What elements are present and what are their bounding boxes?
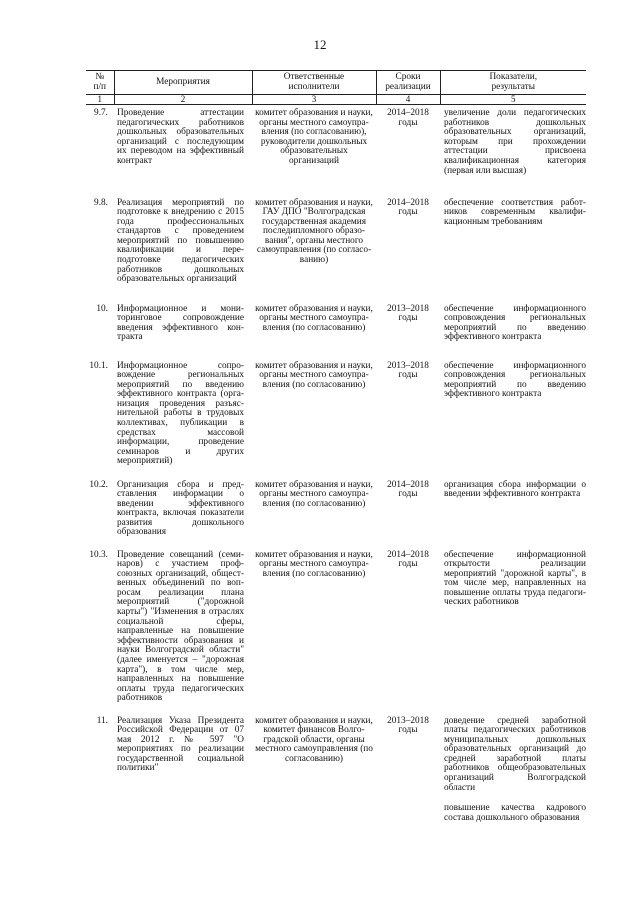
row-indicator: увеличение доли педагогических работников дошкольных образовательных организаций, которым при прохождении аттестации присвоена квалификационная категория (первая или высшая) — [444, 108, 586, 176]
row-action: Реализация мероприятий по подготовке к внедрению с 2015 года профессиональных стандартов с проведением мероприятий по повышению квалификации и переподготовке педагогических работников дошкольных образовательных организаций — [117, 197, 244, 285]
row-number: 10.3. — [89, 549, 108, 560]
row-action: Проведение аттестации педагогических работников дошкольных образовательных организаций с последующим их переводом на эффективный контракт — [117, 108, 244, 166]
row-term-word: годы — [398, 489, 418, 500]
row-term-years: 2013–2018 — [387, 360, 429, 371]
row-number: 10. — [96, 303, 108, 314]
row-action: Реализация Указа Президента Российской Федерации от 07 мая 2012 г. № 597 "О мероприятиях по реализации государственной социальной политики" — [117, 715, 244, 774]
row-responsible: комитет образования и науки, органы местного самоуправления (по согласованию) — [255, 360, 373, 390]
header-index-1: 1 — [86, 95, 114, 105]
header-measures-label: Мероприятия — [156, 76, 210, 87]
row-responsible: комитет образования и науки, органы местного самоуправления (по согласованию) — [255, 303, 373, 333]
row-indicators — [440, 481, 586, 551]
row-term — [376, 551, 440, 717]
row-term-years: 2013–2018 — [387, 715, 429, 726]
page-number: 12 — [313, 37, 327, 52]
row-indicator: обеспечение информационного сопровождения региональных мероприятий по введению эффективного контракта — [444, 303, 586, 343]
row-action: Проведение совещаний (семинаров) с участием профсоюзных организаций, общественных объединений по вопросам реализации плана мероприятий ("дорожной карты") "Изменения в отраслях социальной сферы, направленные на повышение эффективности образования и науки Волгоградской области" (далее именуется – "дорожная карта"), в том числе мер, направленных на повышение оплаты труда педагогических работников — [117, 549, 244, 704]
row-term — [376, 105, 440, 199]
table-row — [86, 305, 586, 362]
row-action: Информационное сопровождение региональных мероприятий по введению эффективного контракта (организация проведения разъяснительной работы в трудовых коллективах, публикации в средствах массовой информации, проведение семинаров и других мероприятий) — [117, 360, 244, 467]
table-row — [86, 199, 586, 305]
row-term-years: 2013–2018 — [387, 303, 429, 314]
row-indicator: повышение качества кадрового состава дошкольного образования — [444, 803, 586, 823]
row-term-word: годы — [398, 207, 418, 218]
row-indicator: организация сбора информации о введении эффективного контракта — [444, 479, 586, 500]
row-indicators — [440, 717, 586, 824]
header-terms — [376, 71, 440, 95]
row-term-years: 2014–2018 — [387, 108, 429, 118]
table-row — [86, 362, 586, 481]
header-number — [86, 71, 114, 95]
row-term-word: годы — [398, 559, 418, 570]
row-indicator: обеспечение информационного сопровождения региональных мероприятий по введению эффективного контракта — [444, 360, 586, 400]
row-responsible: комитет образования и науки, комитет финансов Волгоградской области, органы местного самоуправления (по согласованию) — [255, 715, 373, 764]
row-term — [376, 305, 440, 362]
header-responsible-label: Ответственные исполнители — [283, 71, 345, 92]
row-term — [376, 481, 440, 551]
row-term — [376, 199, 440, 305]
row-term-years: 2014–2018 — [387, 197, 429, 208]
row-term-word: годы — [398, 313, 418, 324]
row-indicators — [440, 199, 586, 305]
row-term-word: годы — [398, 725, 418, 736]
header-index-5: 5 — [440, 95, 586, 105]
row-term — [376, 717, 440, 824]
header-index-2: 2 — [114, 95, 252, 105]
row-responsible: комитет образования и науки, ГАУ ДПО "Волгоградская государственная академия последипломного образования", органы местного самоуправления (по согласованию) — [255, 197, 373, 266]
row-indicators — [440, 362, 586, 481]
table-body — [86, 105, 586, 824]
measures-table — [86, 70, 586, 823]
table-row — [86, 551, 586, 717]
table-row — [86, 717, 586, 824]
header-measures — [114, 71, 252, 95]
table-header — [86, 71, 586, 105]
header-indicators — [440, 71, 586, 95]
header-number-label: № п/п — [93, 71, 107, 92]
row-indicator: доведение средней заработной платы педагогических работников муниципальных дошкольных образовательных организаций до средней заработной платы работников общеобразовательных организаций Волгоградской области — [444, 715, 586, 793]
row-term — [376, 362, 440, 481]
row-action: Информационное и мониторинговое сопровождение введения эффективного контракта — [117, 303, 244, 343]
row-action: Организация сбора и представления информации о введении эффективного контракта, включая показатели развития дошкольного образования — [117, 479, 244, 538]
row-term-word: годы — [398, 117, 418, 128]
row-number: 11. — [96, 715, 108, 726]
table-row — [86, 481, 586, 551]
row-number: 9.8. — [94, 197, 108, 208]
row-responsible: комитет образования и науки, органы местного самоуправления (по согласованию) — [255, 479, 373, 509]
row-number: 9.7. — [94, 108, 108, 118]
row-number: 10.1. — [89, 360, 108, 371]
row-responsible: комитет образования и науки, органы местного самоуправления (по согласованию) — [255, 549, 373, 579]
row-term-years: 2014–2018 — [387, 479, 429, 490]
row-indicators — [440, 105, 586, 199]
header-index-3: 3 — [252, 95, 376, 105]
header-indicators-label: Показатели, результаты — [489, 71, 538, 92]
row-indicator: обеспечение информационной открытости реализации мероприятий "дорожной карты", в том числе мер, направленных на повышение оплаты труда педагогических работников — [444, 549, 586, 608]
table-row — [86, 105, 586, 199]
row-number: 10.2. — [89, 479, 108, 490]
row-indicators — [440, 305, 586, 362]
header-index-4: 4 — [376, 95, 440, 105]
row-term-word: годы — [398, 370, 418, 381]
header-terms-label: Сроки реализации — [385, 71, 431, 92]
row-indicator: обеспечение соответствия работников современным квалификационным требованиям — [444, 197, 586, 227]
header-responsible — [252, 71, 376, 95]
row-responsible: комитет образования и науки, органы местного самоуправления (по согласованию), руководители дошкольных образовательных организаций — [255, 108, 373, 166]
row-indicators — [440, 551, 586, 717]
row-term-years: 2014–2018 — [387, 549, 429, 560]
